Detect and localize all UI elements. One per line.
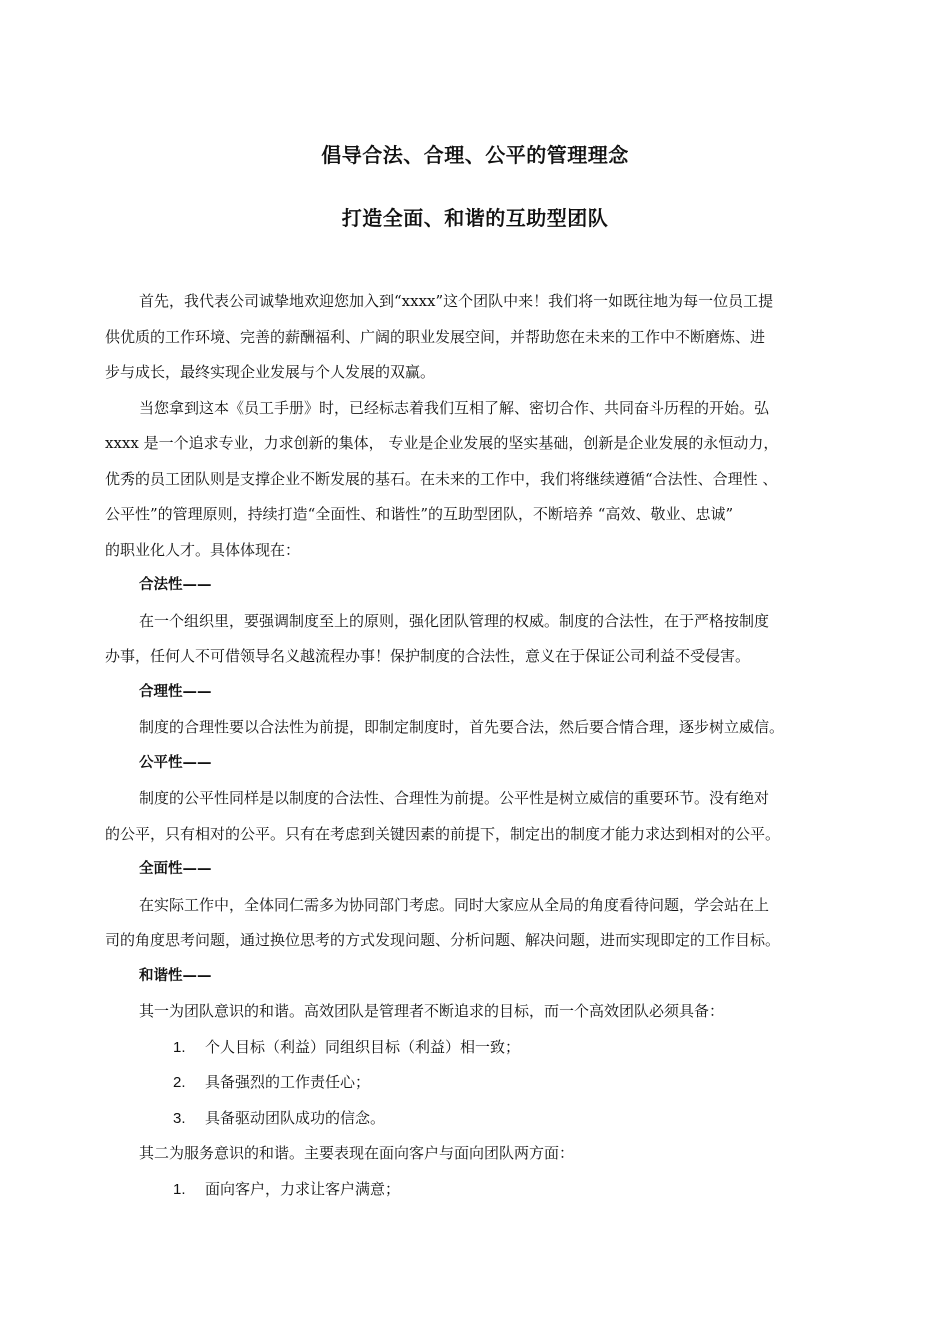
list-text: 具备强烈的工作责任心； [205,1073,371,1091]
text-line: 首先，我代表公司诚挚地欢迎您加入到“xxxx”这个团队中来！我们将一如既往地为每一位员工提 [139,292,774,310]
section-heading-legality: 合法性—— [139,577,212,593]
section-paragraph-legality [105,604,865,675]
harmony-intro-1 [105,994,865,1030]
section-heading-harmony: 和谐性—— [139,967,212,984]
section-heading-comprehensiveness: 全面性—— [139,861,212,877]
list-text: 个人目标（利益）同组织目标（利益）相一致； [205,1037,521,1056]
section-paragraph-fairness [105,781,865,852]
text-line: 制度的合理性要以合法性为前提，即制定制度时，首先要合法，然后要合情合理，逐步树立威信。 [139,718,785,736]
list-item [105,1101,865,1137]
intro-paragraph-1 [105,284,865,391]
text-line: 的公平，只有相对的公平。只有在考虑到关键因素的前提下，制定出的制度才能力求达到相对的公平。 [105,824,781,843]
text-line: 制度的公平性同样是以制度的合法性、合理性为前提。公平性是树立威信的重要环节。没有绝对 [139,789,770,807]
title-line-1: 倡导合法、合理、公平的管理理念 [321,143,629,167]
text-line: 在一个组织里，要强调制度至上的原则，强化团队管理的权威。制度的合法性，在于严格按制度 [139,611,770,630]
section-paragraph-reasonableness [105,710,865,746]
list-item [105,1030,865,1066]
text-line: 公平性”的管理原则，持续打造“全面性、和谐性”的互助型团队，不断培养 “高效、敬业、忠诚” [105,505,734,523]
text-line: 其一为团队意识的和谐。高效团队是管理者不断追求的目标，而一个高效团队必须具备： [139,1002,725,1020]
text-line: 办事，任何人不可借领导名义越流程办事！保护制度的合法性，意义在于保证公司利益不受侵害。 [105,647,751,665]
intro-paragraph-2 [105,391,865,569]
section-heading-fairness: 公平性—— [139,754,212,771]
document-body [105,284,865,1207]
text-line: 司的角度思考问题，通过换位思考的方式发现问题、分析问题、解决问题，进而实现即定的工作目标。 [105,931,781,949]
harmony-intro-2 [105,1136,865,1172]
text-line: 步与成长，最终实现企业发展与个人发展的双赢。 [105,363,436,381]
text-line: xxxx 是一个追求专业，力求创新的集体， 专业是企业发展的坚实基础，创新是企业发展的永恒动力， [105,434,779,452]
list-number: 1. [173,1180,186,1198]
text-line: 在实际工作中，全体同仁需多为协同部门考虑。同时大家应从全局的角度看待问题，学会站在上 [139,895,770,914]
list-text: 具备驱动团队成功的信念。 [205,1108,386,1127]
text-line: 当您拿到这本《员工手册》时，已经标志着我们互相了解、密切合作、共同奋斗历程的开始。弘 [139,398,770,417]
title-line-2: 打造全面、和谐的互助型团队 [341,206,609,230]
list-item [105,1065,865,1101]
list-text: 面向客户，力求让客户满意； [205,1179,401,1198]
text-line: 其二为服务意识的和谐。主要表现在面向客户与面向团队两方面： [139,1144,575,1162]
list-number: 1. [173,1038,186,1056]
text-line: 优秀的员工团队则是支撑企业不断发展的基石。在未来的工作中，我们将继续遵循“合法性、合理性 、 [105,469,778,488]
text-line: 的职业化人才。具体体现在： [105,540,301,559]
text-line: 供优质的工作环境、完善的薪酬福利、广阔的职业发展空间，并帮助您在未来的工作中不断磨炼、进 [105,327,766,346]
list-item [105,1172,865,1208]
list-number: 3. [173,1109,186,1127]
section-heading-reasonableness: 合理性—— [139,683,212,700]
section-paragraph-comprehensiveness [105,888,865,959]
list-number: 2. [173,1074,186,1091]
